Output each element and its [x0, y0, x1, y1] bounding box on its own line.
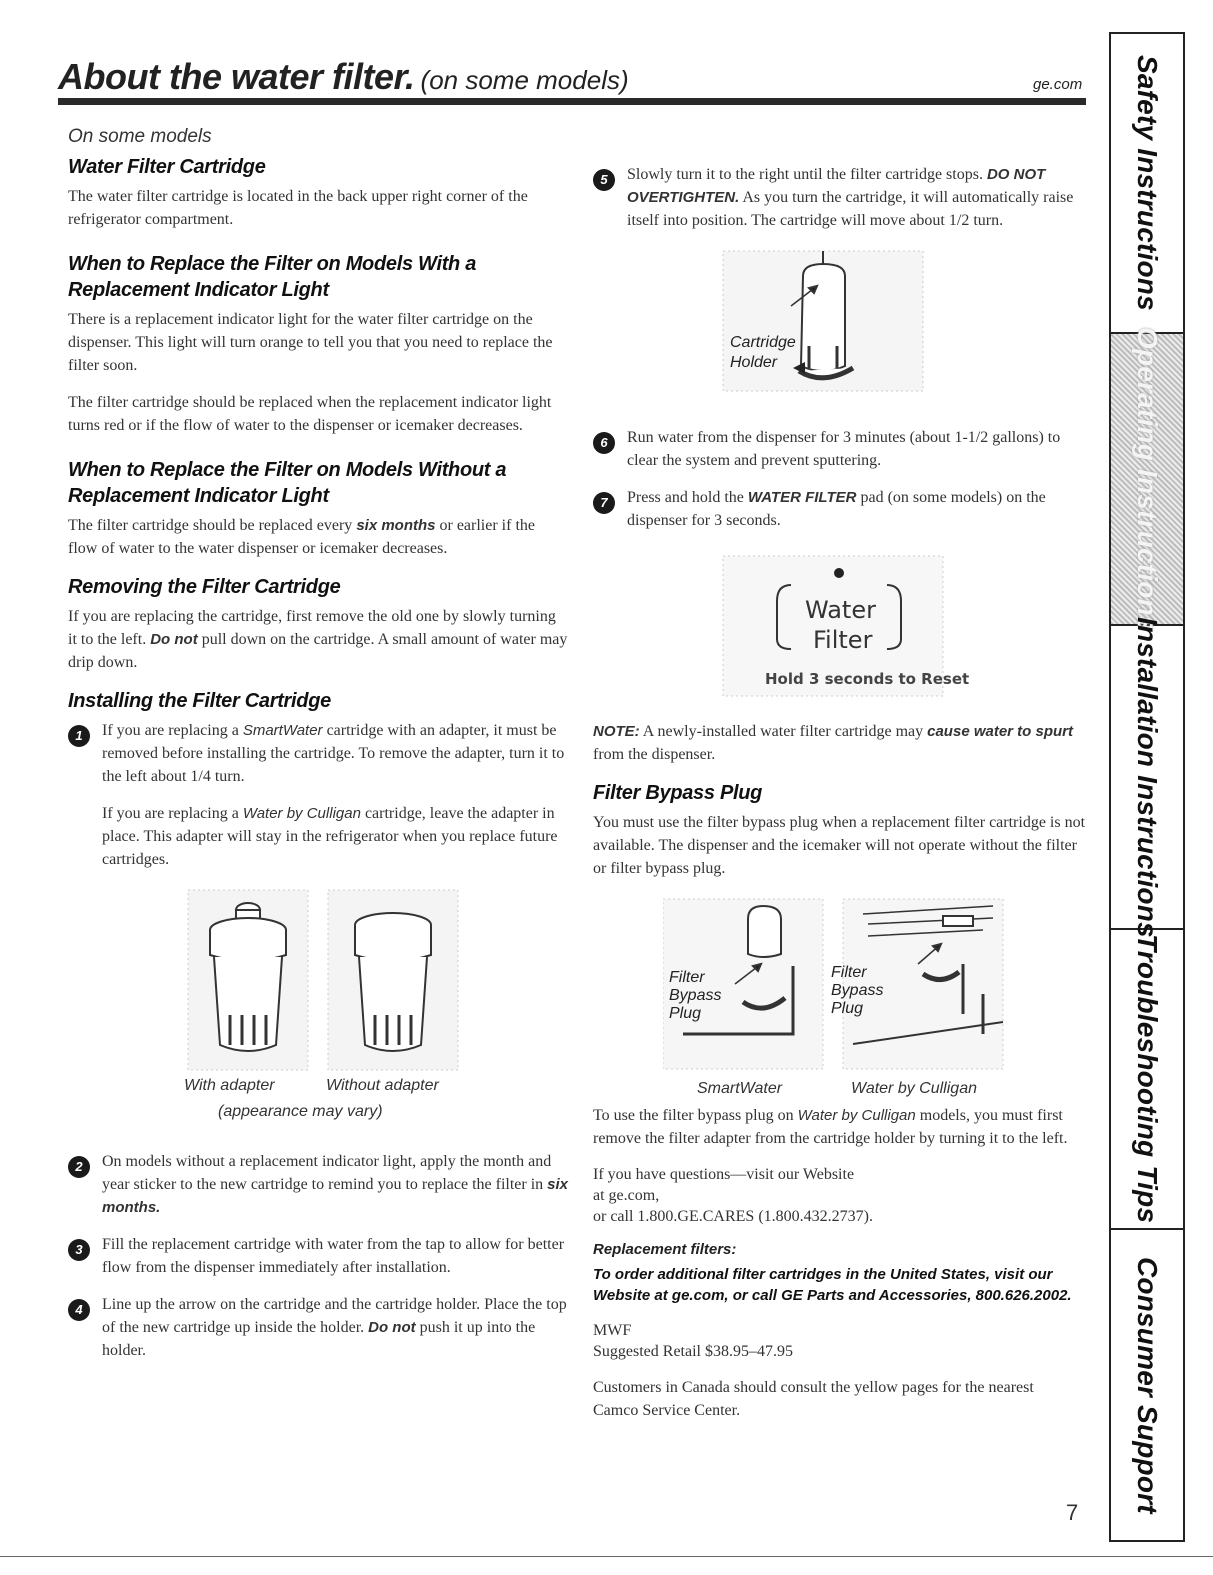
header-rule	[58, 98, 1086, 105]
step-4: 4 Line up the arrow on the cartridge and the cartridge holder. Place the top of the new cartridge up inside the holder. Do not push it up into the holder.	[68, 1293, 568, 1362]
right-column	[593, 163, 1093, 1436]
step-1: 1 If you are replacing a SmartWater cartridge with an adapter, it must be removed before installing the cartridge. To remove the adapter, turn it to the left about 1/4 turn.	[68, 719, 568, 788]
cartridge-figure	[68, 885, 568, 1130]
contact-info: If you have questions—visit our Website at ge.com, or call 1.800.GE.CARES (1.800.432.2737).	[593, 1166, 873, 1225]
paragraph: There is a replacement indicator light for the water filter cartridge on the dispenser. This light will turn orange to tell you that you need to replace the filter soon.	[68, 311, 553, 374]
figure-caption: SmartWater	[697, 1080, 783, 1097]
step-number: 2	[68, 1156, 90, 1178]
step-7: 7 Press and hold the WATER FILTER pad (on some models) on the dispenser for 3 seconds.	[593, 486, 1093, 532]
title-main: About the water filter.	[58, 56, 415, 97]
step-number: 6	[593, 432, 615, 454]
bottom-rule	[0, 1556, 1213, 1557]
step-1-continued: If you are replacing a Water by Culligan cartridge, leave the adapter in place. This adapter will stay in the refrigerator when you replace future cartridges.	[102, 805, 558, 868]
tab-operating-instructions[interactable]: Operating Instructions	[1111, 334, 1183, 626]
intro-label: On some models	[68, 126, 212, 147]
page-title	[58, 56, 629, 98]
site-link[interactable]: ge.com	[1033, 76, 1083, 93]
figure-caption: Water by Culligan	[851, 1080, 977, 1097]
tab-consumer-support[interactable]: Consumer Support	[1132, 1256, 1163, 1514]
section-heading: Removing the Filter Cartridge	[68, 576, 341, 598]
paragraph: If you are replacing the cartridge, first remove the old one by slowly turning it to the left. Do not pull down on the cartridge. A small amount of water may drip down.	[68, 608, 568, 671]
figure-label: Filter Bypass Plug	[831, 964, 884, 1017]
section-heading: Water Filter Cartridge	[68, 156, 266, 178]
replacement-order-info: To order additional filter cartridges in the United States, visit our Website at ge.com, or call GE Parts and Accessories, 800.626.2002.	[593, 1266, 1072, 1304]
step-3: 3 Fill the replacement cartridge with water from the tap to allow for better flow from the dispenser immediately after installation.	[68, 1233, 568, 1279]
paragraph: The filter cartridge should be replaced when the replacement indicator light turns red or if the flow of water to the dispenser or icemaker decreases.	[68, 394, 552, 434]
note: NOTE: A newly-installed water filter cartridge may cause water to spurt from the dispenser.	[593, 723, 1074, 763]
cartridge-holder-illustration	[713, 246, 933, 406]
canada-info: Customers in Canada should consult the yellow pages for the nearest Camco Service Center.	[593, 1379, 1034, 1419]
tab-installation-instructions[interactable]: Installation Instructions	[1111, 626, 1183, 930]
figure-label: With adapter	[184, 1077, 275, 1094]
hold-instruction: Hold 3 seconds to Reset	[765, 670, 970, 688]
section-heading: When to Replace the Filter on Models With a Replacement Indicator Light	[68, 253, 477, 301]
water-filter-pad-label[interactable]: Water	[805, 596, 876, 624]
paragraph: The filter cartridge should be replaced every six months or earlier if the flow of water to the water dispenser or icemaker decreases.	[68, 517, 535, 557]
title-sub: (on some models)	[420, 65, 629, 95]
replacement-heading: Replacement filters:	[593, 1241, 737, 1258]
section-heading: Filter Bypass Plug	[593, 782, 763, 804]
water-filter-pad-label[interactable]: Filter	[813, 626, 873, 654]
cartridge-with-adapter-icon	[188, 890, 308, 1070]
section-heading: Installing the Filter Cartridge	[68, 690, 331, 712]
paragraph: You must use the filter bypass plug when a replacement filter cartridge is not available. The dispenser and the icemaker will not operate without the filter or filter bypass plug.	[593, 814, 1086, 877]
step-number: 3	[68, 1239, 90, 1261]
step-2: 2 On models without a replacement indicator light, apply the month and year sticker to the new cartridge to remind you to replace the filter in six months.	[68, 1150, 568, 1219]
figure-label: Holder	[730, 354, 778, 371]
bypass-plug-figure	[593, 894, 1093, 1104]
tab-safety-instructions[interactable]: Safety Instructions	[1111, 34, 1183, 334]
step-5: 5 Slowly turn it to the right until the filter cartridge stops. DO NOT OVERTIGHTEN. As you turn the cartridge, it will automatically raise itself into position. The cartridge will move about 1/2 turn.	[593, 163, 1093, 232]
tab-troubleshooting-tips[interactable]: Troubleshooting Tips	[1111, 930, 1183, 1230]
part-info: MWF Suggested Retail $38.95–47.95	[593, 1322, 793, 1360]
figure-label: Without adapter	[326, 1077, 439, 1094]
water-filter-pad-figure	[593, 546, 1093, 706]
step-number: 5	[593, 169, 615, 191]
section-sidebar	[1109, 32, 1185, 1542]
paragraph: The water filter cartridge is located in the back upper right corner of the refrigerator compartment.	[68, 188, 528, 228]
paragraph: To use the filter bypass plug on Water by Culligan models, you must first remove the filter adapter from the cartridge holder by turning it to the left.	[593, 1107, 1068, 1147]
figure-label: Cartridge	[730, 334, 796, 351]
figure-caption: (appearance may vary)	[218, 1103, 383, 1120]
section-heading: When to Replace the Filter on Models Without a Replacement Indicator Light	[68, 459, 507, 507]
step-number: 7	[593, 492, 615, 514]
step-number: 4	[68, 1299, 90, 1321]
cartridge-without-adapter-icon	[328, 890, 458, 1070]
cartridge-holder-figure	[593, 246, 1093, 416]
left-column	[68, 126, 568, 1376]
figure-label: Filter Bypass Plug	[669, 969, 722, 1022]
cartridge-illustrations	[178, 885, 578, 1075]
page-number: 7	[1066, 1500, 1079, 1525]
step-6: 6 Run water from the dispenser for 3 minutes (about 1-1/2 gallons) to clear the system and prevent sputtering.	[593, 426, 1093, 472]
step-number: 1	[68, 725, 90, 747]
